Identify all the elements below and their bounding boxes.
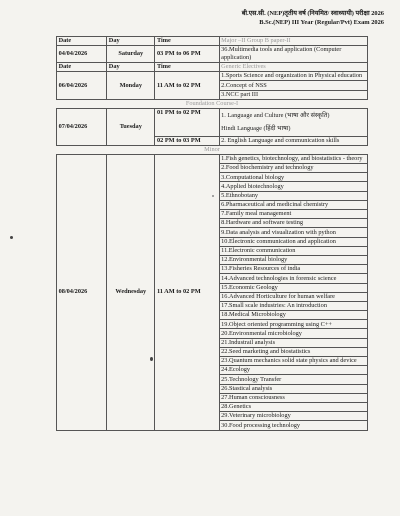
section-title-minor: Minor <box>57 145 368 154</box>
subject-cell: 16.Advanced Horticulture for human welfare <box>219 292 367 301</box>
section-title-foundation: Foundation Course-I <box>57 99 368 108</box>
exam-day: Saturday <box>107 46 155 63</box>
subject-cell: 7.Family meal management <box>219 210 367 219</box>
subject-cell: 10.Electronic communication and application <box>219 237 367 246</box>
subject-cell: 11.Electronic communication <box>219 246 367 255</box>
subject-cell: 14.Advanced technologies in forensic science <box>219 274 367 283</box>
subject-cell: 28.Genetics <box>219 402 367 411</box>
header-english-title: B.Sc.(NEP) III Year (Regular/Pvt) Exam 2026 <box>259 19 384 26</box>
subject-cell: 19.Object oriented programming using C++ <box>219 320 367 329</box>
subject-cell <box>219 108 367 136</box>
subject-cell: 27.Human consciousness <box>219 393 367 402</box>
section-title-generic-electives: Generic Electives <box>219 62 367 71</box>
subject-cell: 1.Fish genetics, biotechnology, and biostatistics - theory <box>219 154 367 163</box>
exam-date: 04/04/2026 <box>57 46 107 63</box>
subject-cell: 2.Concept of NSS <box>219 81 367 90</box>
subject-cell: 17.Small scale industries: An introduction <box>219 301 367 310</box>
exam-time: 02 PM to 03 PM <box>155 136 219 145</box>
section-title-major: Major –II Group B paper-II <box>219 37 367 46</box>
table-row <box>57 72 368 81</box>
subject-cell: 21.Industrail analysis <box>219 338 367 347</box>
exam-date: 08/04/2026 <box>57 154 107 430</box>
subject-line: Hindi Language (हिंदी भाषा) <box>221 124 291 132</box>
section-title-row <box>57 145 368 154</box>
subject-cell: 24.Ecology <box>219 366 367 375</box>
column-header-day: Day <box>107 37 155 46</box>
exam-time: 03 PM to 06 PM <box>155 46 219 63</box>
exam-day: Monday <box>107 72 155 100</box>
exam-date: 07/04/2026 <box>57 108 107 145</box>
subject-line: 1. Language and Culture (भाषा और संस्कृति) <box>221 112 330 120</box>
column-header-time: Time <box>155 62 219 71</box>
table-row <box>57 46 368 63</box>
section-title-row <box>57 99 368 108</box>
subject-cell: 8.Hardware and software testing <box>219 219 367 228</box>
column-header-time: Time <box>155 37 219 46</box>
document-header <box>242 9 384 27</box>
subject-cell: 4.Applied biotechnology <box>219 182 367 191</box>
subject-cell: 12.Environmental biology <box>219 255 367 264</box>
table-row <box>57 108 368 136</box>
subject-cell: 2. English Language and communication skills <box>219 136 367 145</box>
subject-cell: 1.Sports Science and organization in Physical education <box>219 72 367 81</box>
subject-cell: 23.Quantum mechanics solid state physics and device <box>219 357 367 366</box>
subject-cell: 30.Food processing technology <box>219 421 367 430</box>
subject-cell: 5.Ethnobotany <box>219 191 367 200</box>
header-hindi-title: बी.एस.सी. (NEP)तृतीय वर्ष (नियमित/ स्वाध्यायी) परीक्षा 2026 <box>241 10 384 17</box>
column-header-day: Day <box>107 62 155 71</box>
subject-cell: 20.Environmental microbiology <box>219 329 367 338</box>
subject-cell: 13.Fisheries Resources of india <box>219 265 367 274</box>
exam-time: 01 PM to 02 PM <box>155 108 219 136</box>
column-header-row <box>57 37 368 46</box>
table-row <box>57 154 368 163</box>
subject-cell: 36.Multimedia tools and application (Computer application) <box>219 46 367 63</box>
subject-cell: 22.Seed marketing and biostatistics <box>219 347 367 356</box>
exam-day: Tuesday <box>107 108 155 145</box>
exam-date: 06/04/2026 <box>57 72 107 100</box>
subject-cell: 26.Stastical analysis <box>219 384 367 393</box>
column-header-row <box>57 62 368 71</box>
subject-cell: 29.Veterinary microbiology <box>219 412 367 421</box>
subject-cell: 15.Economic Geology <box>219 283 367 292</box>
ink-dot-mark <box>212 195 214 197</box>
subject-cell: 18.Medical Microbiology <box>219 311 367 320</box>
subject-cell: 25.Technology Transfer <box>219 375 367 384</box>
column-header-date: Date <box>57 62 107 71</box>
exam-timetable <box>56 36 368 431</box>
exam-time: 11 AM to 02 PM <box>155 154 219 430</box>
ink-dot-mark <box>150 357 153 361</box>
subject-cell: 3.Computational biology <box>219 173 367 182</box>
subject-cell: 3.NCC part III <box>219 90 367 99</box>
subject-cell: 2.Food biochemistry and technology <box>219 164 367 173</box>
binder-hole-mark <box>10 236 13 239</box>
column-header-date: Date <box>57 37 107 46</box>
subject-cell: 9.Data analysis and visualization with python <box>219 228 367 237</box>
exam-day: Wednesday <box>107 154 155 430</box>
subject-cell: 6.Pharmaceutical and medicinal chemistry <box>219 200 367 209</box>
exam-time: 11 AM to 02 PM <box>155 72 219 100</box>
